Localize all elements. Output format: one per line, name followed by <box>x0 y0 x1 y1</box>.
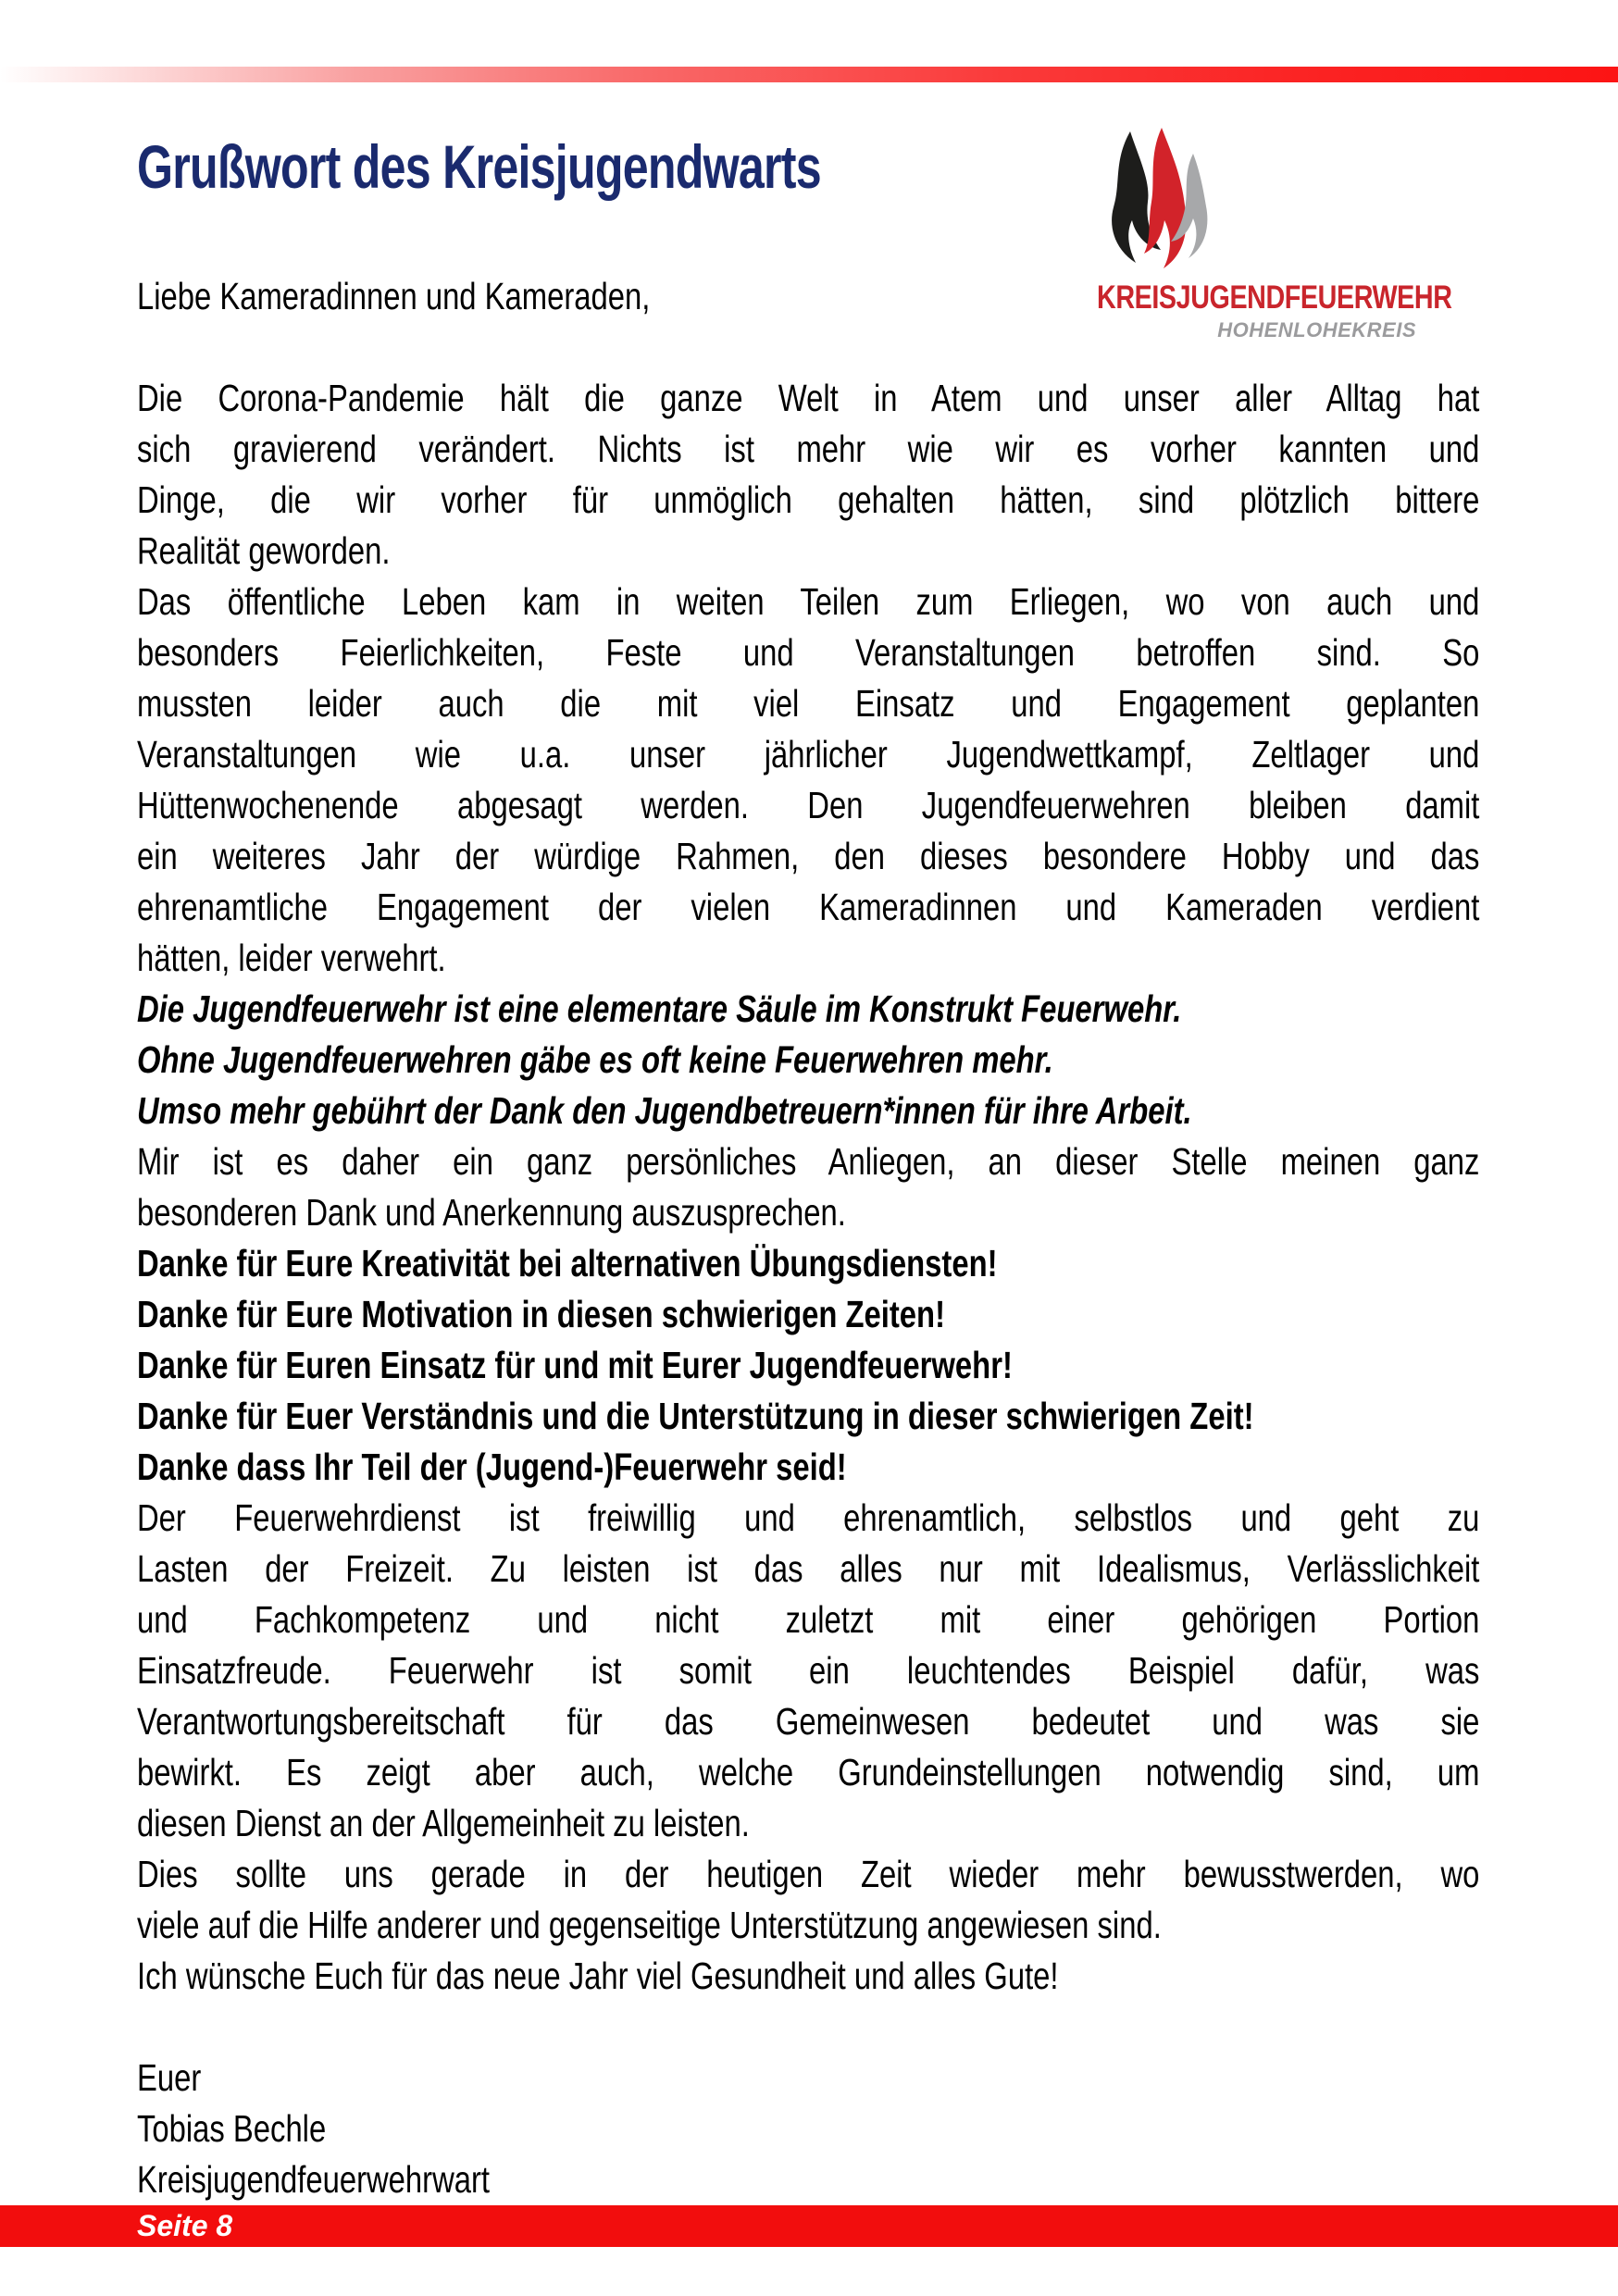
logo-org-name: KREISJUGENDFEUERWEHR <box>1097 279 1452 316</box>
flames-icon <box>1102 128 1218 276</box>
text-line: Verantwortungsbereitschaft für das Gemeinwesen bedeutet und was sie <box>137 1700 1480 1743</box>
body-text-column <box>137 271 1479 2205</box>
text-line: und Fachkompetenz und nicht zuletzt mit einer gehörigen Portion <box>137 1598 1480 1641</box>
text-line: hätten, leider verwehrt. <box>137 937 446 979</box>
text-line: Die Jugendfeuerwehr ist eine elementare Säule im Konstrukt Feuerwehr. <box>137 987 1182 1030</box>
footer-bar <box>0 2205 1618 2247</box>
text-line: besonderen Dank und Anerkennung auszusprechen. <box>137 1191 846 1234</box>
text-line: Lasten der Freizeit. Zu leisten ist das alles nur mit Idealismus, Verlässlichkeit <box>137 1547 1480 1590</box>
blank-line <box>137 322 1479 373</box>
text-line: Ich wünsche Euch für das neue Jahr viel Gesundheit und alles Gute! <box>137 1955 1059 1997</box>
text-line: bewirkt. Es zeigt aber auch, welche Grundeinstellungen notwendig sind, um <box>137 1751 1480 1793</box>
text-line: Danke dass Ihr Teil der (Jugend-)Feuerwehr seid! <box>137 1446 847 1488</box>
text-line: Ohne Jugendfeuerwehren gäbe es oft keine Feuerwehren mehr. <box>137 1038 1053 1081</box>
text-line: Dinge, die wir vorher für unmöglich gehalten hätten, sind plötzlich bittere <box>137 478 1480 521</box>
text-line: Das öffentliche Leben kam in weiten Teilen zum Erliegen, wo von auch und <box>137 580 1480 623</box>
text-line: viele auf die Hilfe anderer und gegenseitige Unterstützung angewiesen sind. <box>137 1904 1162 1946</box>
text-line: Dies sollte uns gerade in der heutigen Zeit wieder mehr bewusstwerden, wo <box>137 1853 1480 1895</box>
text-line: Veranstaltungen wie u.a. unser jährlicher Jugendwettkampf, Zeltlager und <box>137 733 1480 776</box>
text-line: diesen Dienst an der Allgemeinheit zu leisten. <box>137 1802 750 1844</box>
text-line: Tobias Bechle <box>137 2107 327 2150</box>
text-line: Euer <box>137 2056 202 2099</box>
text-line: besonders Feierlichkeiten, Feste und Veranstaltungen betroffen sind. So <box>137 631 1480 674</box>
text-line: Mir ist es daher ein ganz persönliches Anliegen, an dieser Stelle meinen ganz <box>137 1140 1480 1183</box>
text-line: Hüttenwochenende abgesagt werden. Den Jugendfeuerwehren bleiben damit <box>137 784 1480 826</box>
text-line: Der Feuerwehrdienst ist freiwillig und ehrenamtlich, selbstlos und geht zu <box>137 1496 1480 1539</box>
text-line: Danke für Eure Kreativität bei alternativen Übungsdiensten! <box>137 1242 998 1285</box>
text-line: Danke für Euer Verständnis und die Unterstützung in dieser schwierigen Zeit! <box>137 1395 1254 1437</box>
text-line: sich gravierend verändert. Nichts ist mehr wie wir es vorher kannten und <box>137 428 1480 470</box>
text-line: Danke für Eure Motivation in diesen schwierigen Zeiten! <box>137 1293 946 1335</box>
text-line: Umso mehr gebührt der Dank den Jugendbetreuern*innen für ihre Arbeit. <box>137 1089 1192 1132</box>
text-line: Die Corona-Pandemie hält die ganze Welt in Atem und unser aller Alltag hat <box>137 377 1480 419</box>
page-number-label: Seite 8 <box>137 2209 233 2242</box>
text-line: Einsatzfreude. Feuerwehr ist somit ein leuchtendes Beispiel dafür, was <box>137 1649 1480 1692</box>
text-line: ein weiteres Jahr der würdige Rahmen, den dieses besondere Hobby und das <box>137 835 1480 877</box>
page-title: Grußwort des Kreisjugendwarts <box>137 132 821 201</box>
blank-line <box>137 2002 1479 2053</box>
text-line: Kreisjugendfeuerwehrwart <box>137 2158 491 2201</box>
text-line: Realität geworden. <box>137 529 391 572</box>
top-divider-rule <box>0 67 1618 82</box>
text-line: ehrenamtliche Engagement der vielen Kameradinnen und Kameraden verdient <box>137 886 1480 928</box>
text-line: Danke für Euren Einsatz für und mit Eurer Jugendfeuerwehr! <box>137 1344 1013 1386</box>
text-line: mussten leider auch die mit viel Einsatz und Engagement geplanten <box>137 682 1480 725</box>
text-line: Liebe Kameradinnen und Kameraden, <box>137 275 651 317</box>
logo-region-name: HOHENLOHEKREIS <box>1217 318 1416 341</box>
